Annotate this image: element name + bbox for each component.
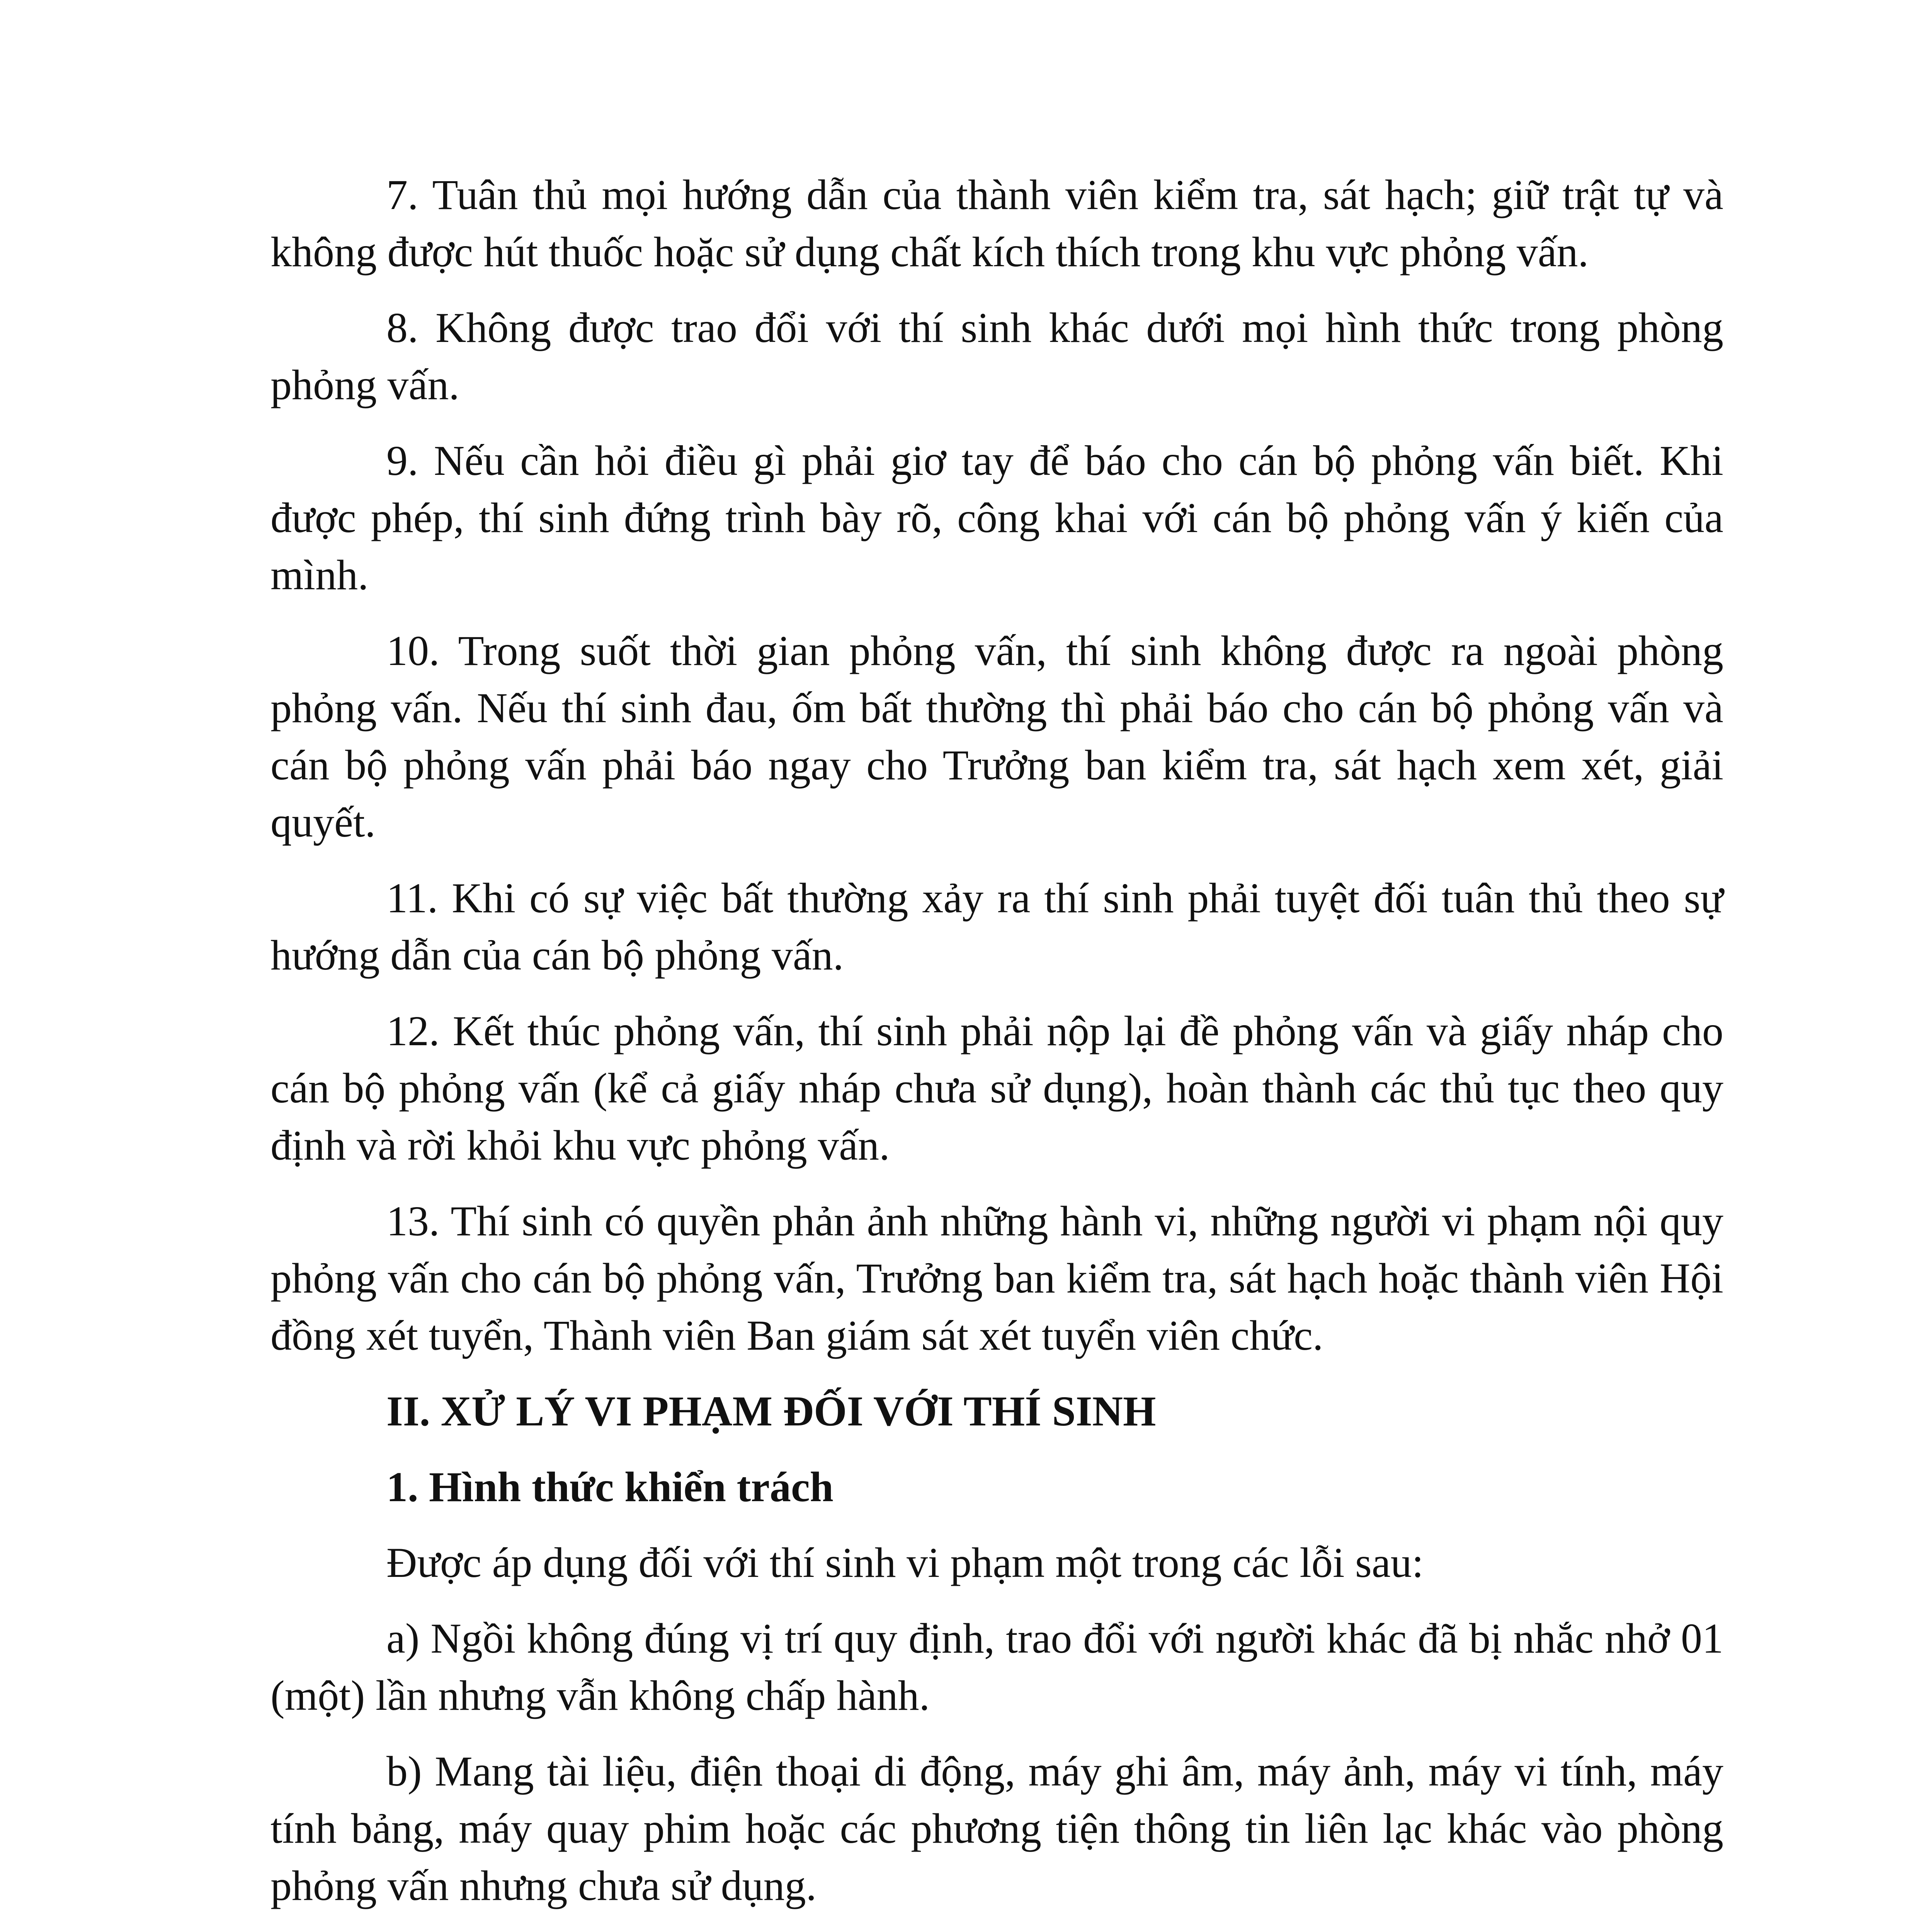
rule-9: 9. Nếu cần hỏi điều gì phải giơ tay để báo cho cán bộ phỏng vấn biết. Khi được phép, thí sinh đứng trình bày rõ, công khai với cán bộ phỏng vấn ý kiến của mình. — [270, 437, 1723, 599]
reprimand-heading: 1. Hình thức khiển trách — [386, 1463, 833, 1510]
rule-11: 11. Khi có sự việc bất thường xảy ra thí sinh phải tuyệt đối tuân thủ theo sự hướng dẫn của cán bộ phỏng vấn. — [270, 874, 1723, 979]
rule-7: 7. Tuân thủ mọi hướng dẫn của thành viên kiểm tra, sát hạch; giữ trật tự và không được hút thuốc hoặc sử dụng chất kích thích trong khu vực phỏng vấn. — [270, 171, 1723, 276]
reprimand-intro: Được áp dụng đối với thí sinh vi phạm một trong các lỗi sau: — [386, 1539, 1424, 1586]
document-page — [270, 166, 1723, 1932]
reprimand-item-b: b) Mang tài liệu, điện thoại di động, máy ghi âm, máy ảnh, máy vi tính, máy tính bảng, máy quay phim hoặc các phương tiện thông tin liên lạc khác vào phòng phỏng vấn nhưng chưa sử dụng. — [270, 1748, 1723, 1909]
rule-10: 10. Trong suốt thời gian phỏng vấn, thí sinh không được ra ngoài phòng phỏng vấn. Nếu thí sinh đau, ốm bất thường thì phải báo cho cán bộ phỏng vấn và cán bộ phỏng vấn phải báo ngay cho Trưởng ban kiểm tra, sát hạch xem xét, giải quyết. — [270, 627, 1723, 846]
reprimand-item-a: a) Ngồi không đúng vị trí quy định, trao đổi với người khác đã bị nhắc nhở 01 (một) lần nhưng vẫn không chấp hành. — [270, 1615, 1723, 1719]
rule-12: 12. Kết thúc phỏng vấn, thí sinh phải nộp lại đề phỏng vấn và giấy nháp cho cán bộ phỏng vấn (kể cả giấy nháp chưa sử dụng), hoàn thành các thủ tục theo quy định và rời khỏi khu vực phỏng vấn. — [270, 1007, 1723, 1169]
rule-13: 13. Thí sinh có quyền phản ảnh những hành vi, những người vi phạm nội quy phỏng vấn cho cán bộ phỏng vấn, Trưởng ban kiểm tra, sát hạch hoặc thành viên Hội đồng xét tuyển, Thành viên Ban giám sát xét tuyển viên chức. — [270, 1197, 1723, 1359]
section-title: II. XỬ LÝ VI PHẠM ĐỐI VỚI THÍ SINH — [386, 1388, 1156, 1435]
rule-8: 8. Không được trao đổi với thí sinh khác dưới mọi hình thức trong phòng phỏng vấn. — [270, 304, 1723, 408]
